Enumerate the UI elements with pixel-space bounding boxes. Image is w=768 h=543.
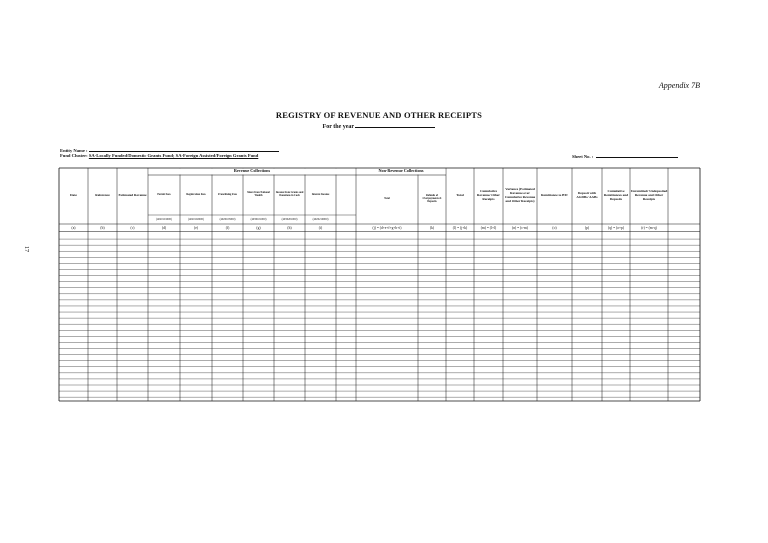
fund-cluster-value: SA-Locally Funded/Domestic Grants Fund; SA-Foreign Assisted/Foreign Grants Fund [88, 153, 259, 158]
column-letter: (g) [256, 225, 261, 230]
column-header: Permit Fees [157, 192, 171, 196]
column-header: Reference [95, 193, 110, 198]
column-letter: (c) [130, 225, 135, 230]
account-code: (4030201000) [281, 217, 298, 221]
column-letter: (n) = (c-m) [512, 225, 528, 230]
column-letter: (r) = (m-q) [641, 225, 657, 230]
column-letter: (l) = (j+k) [452, 225, 468, 230]
column-header: Variance (Estimated Revenue over Cumulative Revenue and Other Receipts) [504, 187, 536, 203]
column-header [337, 175, 356, 215]
appendix-label: Appendix 7B [658, 81, 700, 90]
column-header: Franchising Fees [218, 192, 237, 196]
account-code: (4030101000) [250, 217, 267, 221]
revenue-collections-header: Revenue Collections [233, 168, 271, 174]
column-header: Deposit with AGDBs/ AABs [576, 191, 598, 199]
column-letter: (q) = (o+p) [607, 225, 625, 230]
account-code: (4020103000) [219, 217, 236, 221]
column-letter: (e) [194, 225, 198, 230]
column-header: Cumulative Remittances and Deposits [603, 189, 629, 201]
period-label: For the year [322, 124, 354, 130]
non-revenue-collections-header: Non-Revenue Collections [378, 168, 424, 174]
column-letter: (h) [287, 225, 292, 230]
account-code: (4020210000) [312, 217, 329, 221]
column-header: Remittance to BTr [541, 193, 568, 198]
column-letter: (p) [584, 225, 590, 230]
column-letter [336, 224, 356, 232]
page-number: 17 [23, 246, 29, 252]
account-code [336, 215, 356, 224]
column-header: Registration Fees [186, 192, 206, 196]
column-header: Income from Grants and Donations in Cash [275, 191, 304, 197]
column-header: Estimated Revenue [118, 193, 147, 198]
column-header: Refunds of Overpayments & Deposits [422, 194, 442, 203]
column-letter: (o) [552, 225, 557, 230]
column-letter: (k) [429, 225, 435, 230]
fund-cluster-label: Fund Cluster: [60, 153, 88, 158]
column-header: Unremitted/ Undeposited Revenue and Other Receipts [630, 189, 668, 201]
column-letter: (m) = (l+l) [480, 225, 497, 230]
column-letter: (j) = (d+e+f+g+h+i) [372, 225, 402, 230]
column-letter: (i) [318, 225, 323, 230]
column-header: Date [70, 193, 77, 198]
column-header: Total [456, 193, 464, 198]
column-header: Interest Income [311, 192, 330, 196]
account-code: (4020101000) [156, 217, 172, 221]
column-letter: (b) [100, 225, 105, 230]
page-title: REGISTRY OF REVENUE AND OTHER RECEIPTS [275, 110, 483, 120]
column-header: Cumulative Revenue/ Other Receipts [477, 189, 500, 201]
column-letter: (d) [161, 225, 167, 230]
entity-name-label: Entity Name : [60, 148, 88, 153]
column-letter: (f) [225, 225, 230, 230]
account-code: (4020102000) [188, 217, 204, 221]
column-header: Total [384, 197, 390, 201]
sheet-number-label: Sheet No. : [572, 154, 594, 159]
column-header: Share from National Wealth [247, 191, 270, 197]
column-letter: (a) [71, 225, 76, 230]
